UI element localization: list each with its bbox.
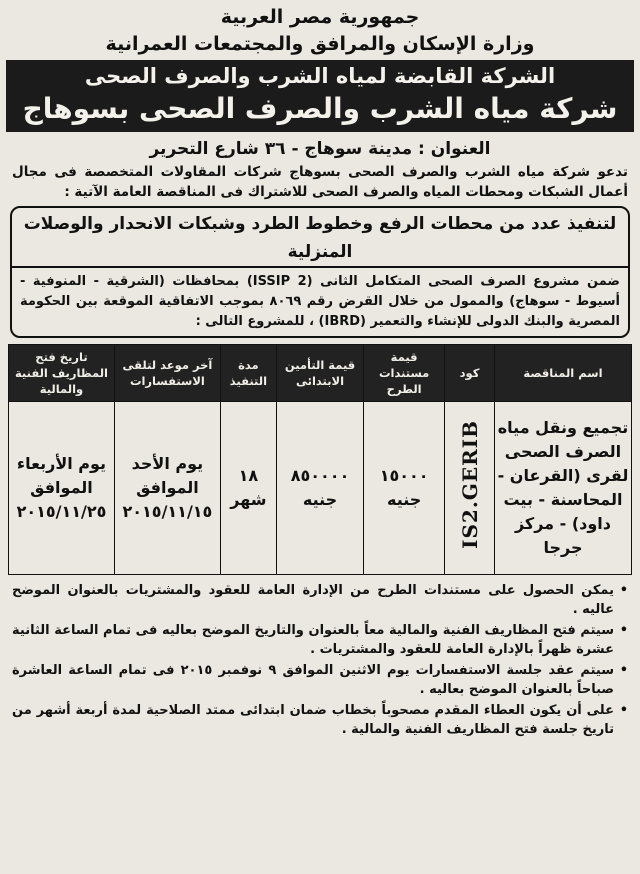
bullet-icon: • — [619, 583, 628, 598]
cell-opening-date: يوم الأربعاء الموافق ٢٠١٥/١١/٢٥ — [9, 402, 115, 575]
col-header-opening: تاريخ فتح المظاريف الفنية والمالية — [9, 345, 115, 402]
project-description: ضمن مشروع الصرف الصحى المتكامل الثانى (ISSIP 2) بمحافظات (الشرقية - المنوفية - أسيوط - سوهاج) والممول من خلال القرض رقم ٨٠٦٩ بموجب الاتفاقية الموقعة بين الحكومة المصرية والبنك الدولى للإنشاء والتعمير (IBRD) ، للمشروع التالى : — [20, 274, 621, 329]
note-text: سيتم فتح المظاريف الفنية والمالية معاً بالعنوان والتاريخ الموضح بعاليه فى تمام الساعة الثانية عشرة ظهراً بالإدارة العامة للعقود والمشتريات . — [12, 623, 614, 657]
col-header-duration: مدة التنفيذ — [220, 345, 276, 402]
col-header-name: اسم المناقصة — [494, 345, 631, 402]
note-text: على أن يكون العطاء المقدم مصحوباً بخطاب ضمان ابتدائى ممتد الصلاحية لمدة أربعة أشهر من تاريخ جلسة فتح المظاريف الفنية والمالية . — [12, 703, 614, 737]
project-box — [10, 206, 630, 338]
col-header-insurance: قيمة التأمين الابتدائى — [276, 345, 363, 402]
cell-insurance: ٨٥٠٠٠٠ جنيه — [276, 402, 363, 575]
note-item — [12, 581, 628, 619]
note-text: سيتم عقد جلسة الاستفسارات يوم الاثنين الموافق ٩ نوفمبر ٢٠١٥ فى تمام الساعة العاشرة صباحاً بالعنوان الموضح بعاليه . — [12, 663, 614, 697]
bullet-icon: • — [619, 623, 628, 638]
cell-code — [445, 402, 495, 575]
project-title: لتنفيذ عدد من محطات الرفع وخطوط الطرد وشبكات الانحدار والوصلات المنزلية — [12, 210, 628, 268]
note-text: يمكن الحصول على مستندات الطرح من الإدارة العامة للعقود والمشتريات بالعنوان الموضح عاليه . — [12, 583, 614, 617]
cell-duration: ١٨ شهر — [220, 402, 276, 575]
company-address: العنوان : مدينة سوهاج - ٣٦ شارع التحرير — [149, 139, 491, 159]
note-item — [12, 701, 628, 739]
company-name: شركة مياه الشرب والصرف الصحى بسوهاج — [22, 92, 618, 125]
tender-table — [8, 344, 632, 575]
company-banner — [6, 60, 634, 132]
cell-inquiries-deadline: يوم الأحد الموافق ٢٠١٥/١١/١٥ — [114, 402, 220, 575]
note-item — [12, 661, 628, 699]
bullet-icon: • — [619, 663, 628, 678]
bullet-icon: • — [619, 703, 628, 718]
republic-heading: جمهورية مصر العربية — [220, 6, 420, 28]
cell-docs-value: ١٥٠٠٠ جنيه — [364, 402, 445, 575]
notes-list — [8, 581, 632, 739]
table-row — [9, 402, 632, 575]
cell-tender-name: تجميع ونقل مياه الصرف الصحى لقرى (القرعان - المحاسنة - بيت داود) - مركز جرجا — [494, 402, 631, 575]
note-item — [12, 621, 628, 659]
ministry-heading: وزارة الإسكان والمرافق والمجتمعات العمرانية — [105, 33, 535, 55]
intro-paragraph: تدعو شركة مياه الشرب والصرف الصحى بسوهاج شركات المقاولات المتخصصة فى مجال أعمال الشبكات ومحطات المياه والصرف الصحى للاشتراك فى المناقصة العامة الآتية : — [12, 164, 628, 200]
tender-code: IS2.GERIB — [457, 420, 482, 549]
col-header-docs-value: قيمة مستندات الطرح — [364, 345, 445, 402]
holding-company-name: الشركة القابضة لمياه الشرب والصرف الصحى — [84, 64, 556, 88]
table-header-row — [9, 345, 632, 402]
col-header-code: كود — [445, 345, 495, 402]
col-header-inquiries: آخر موعد لتلقى الاستفسارات — [114, 345, 220, 402]
